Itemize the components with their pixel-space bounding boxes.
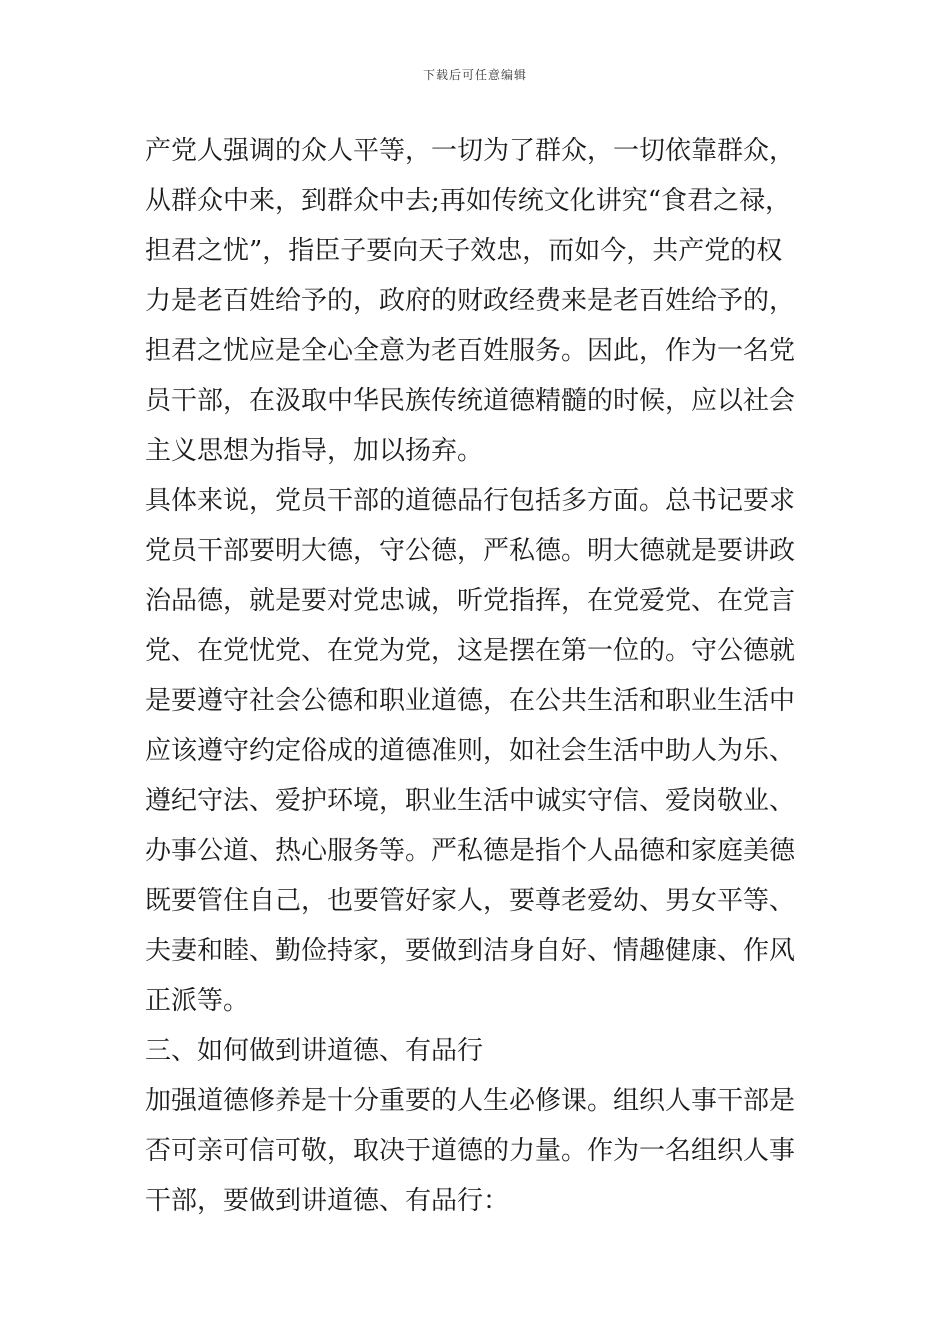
text-line: 办事公道、热心服务等。严私德是指个人品德和家庭美德 [145, 836, 796, 866]
text-line: 员干部，在汲取中华民族传统道德精髓的时候，应以社会 [145, 386, 796, 416]
section-heading: 三、如何做到讲道德、有品行 [145, 1036, 484, 1066]
text-line: 遵纪守法、爱护环境，职业生活中诚实守信、爱岗敬业、 [145, 786, 796, 816]
text-line: 产党人强调的众人平等，一切为了群众，一切依靠群众， [145, 136, 796, 166]
text-line: 干部，要做到讲道德、有品行： [145, 1186, 510, 1216]
text-line: 夫妻和睦、勤俭持家，要做到洁身自好、情趣健康、作风 [145, 936, 796, 966]
text-line: 具体来说，党员干部的道德品行包括多方面。总书记要求 [145, 486, 796, 516]
text-line: 否可亲可信可敬，取决于道德的力量。作为一名组织人事 [145, 1136, 796, 1166]
text-line: 党、在党忧党、在党为党，这是摆在第一位的。守公德就 [145, 636, 796, 666]
text-line: 从群众中来，到群众中去;再如传统文化讲究“食君之禄， [145, 186, 792, 216]
text-line: 担君之忧应是全心全意为老百姓服务。因此，作为一名党 [145, 336, 796, 366]
text-line: 党员干部要明大德，守公德，严私德。明大德就是要讲政 [145, 536, 796, 566]
document-body [145, 126, 810, 1226]
text-line: 治品德，就是要对党忠诚，听党指挥，在党爱党、在党言 [145, 586, 796, 616]
text-line: 应该遵守约定俗成的道德准则，如社会生活中助人为乐、 [145, 736, 796, 766]
text-line: 正派等。 [145, 986, 250, 1016]
text-line: 主义思想为指导，加以扬弃。 [145, 436, 484, 466]
text-line: 加强道德修养是十分重要的人生必修课。组织人事干部是 [145, 1086, 796, 1116]
text-line: 既要管住自己，也要管好家人，要尊老爱幼、男女平等、 [145, 886, 796, 916]
text-line: 力是老百姓给予的，政府的财政经费来是老百姓给予的， [145, 286, 796, 316]
text-line: 是要遵守社会公德和职业道德，在公共生活和职业生活中 [145, 686, 796, 716]
text-line: 担君之忧”，指臣子要向天子效忠，而如今，共产党的权 [145, 236, 783, 266]
header-note: 下载后可任意编辑 [422, 68, 527, 82]
